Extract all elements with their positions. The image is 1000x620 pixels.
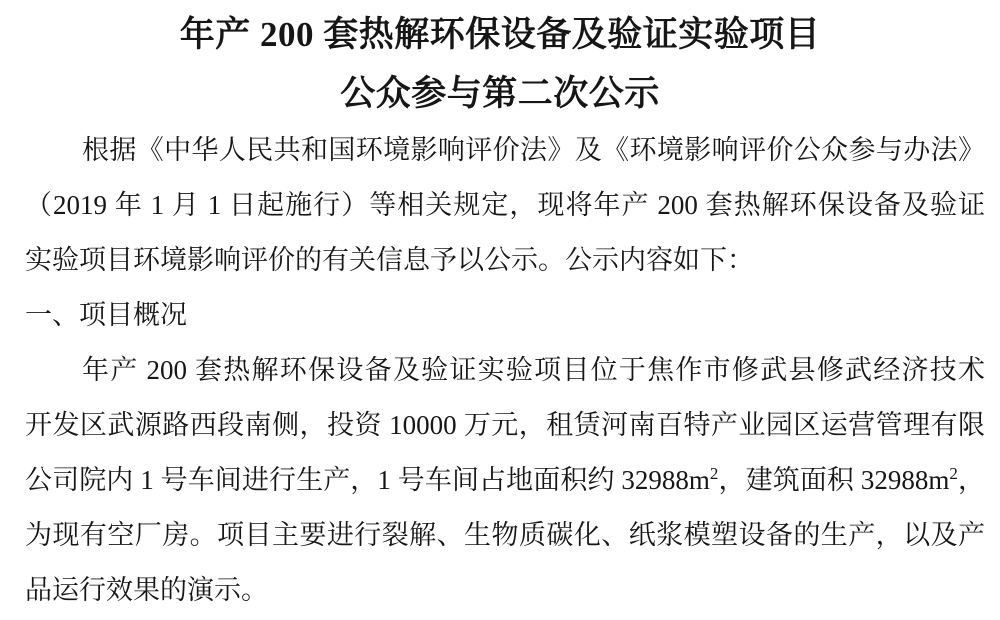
paragraph2-line3-seg3: ，: [957, 465, 985, 495]
paragraph1-line3: 实验项目环境影响评价的有关信息予以公示。公示内容如下：: [25, 245, 754, 275]
paragraph2-line3-superscript1: 2: [709, 464, 719, 483]
title-line-2: 公众参与第二次公示: [340, 74, 660, 113]
section-heading: 一、项目概况: [25, 300, 187, 330]
title-line-1: 年产 200 套热解环保设备及验证实验项目: [179, 15, 821, 54]
paragraph2-line3-seg2: ，建筑面积 32988m: [718, 465, 950, 495]
document-body: [0, 123, 1000, 618]
paragraph2-line3: [25, 453, 985, 508]
paragraph2-line5: 品运行效果的演示。: [25, 575, 268, 605]
paragraph2-line2: 开发区武源路西段南侧，投资 10000 万元，租赁河南百特产业园区运营管理有限: [25, 410, 985, 440]
paragraph2-line1: 年产 200 套热解环保设备及验证实验项目位于焦作市修武县修武经济技术: [82, 355, 985, 385]
paragraph2-line3-superscript2: 2: [949, 464, 958, 483]
paragraph1-line1: 根据《中华人民共和国环境影响评价法》及《环境影响评价公众参与办法》: [82, 135, 985, 165]
paragraph2-line4: 为现有空厂房。项目主要进行裂解、生物质碳化、纸浆模塑设备的生产，以及产: [25, 520, 985, 550]
paragraph1-line2: （2019 年 1 月 1 日起施行）等相关规定，现将年产 200 套热解环保设备及验证: [25, 190, 985, 220]
document-title: [0, 0, 1000, 123]
paragraph2-line3-seg1: 公司院内 1 号车间进行生产，1 号车间占地面积约 32988m: [25, 465, 710, 495]
